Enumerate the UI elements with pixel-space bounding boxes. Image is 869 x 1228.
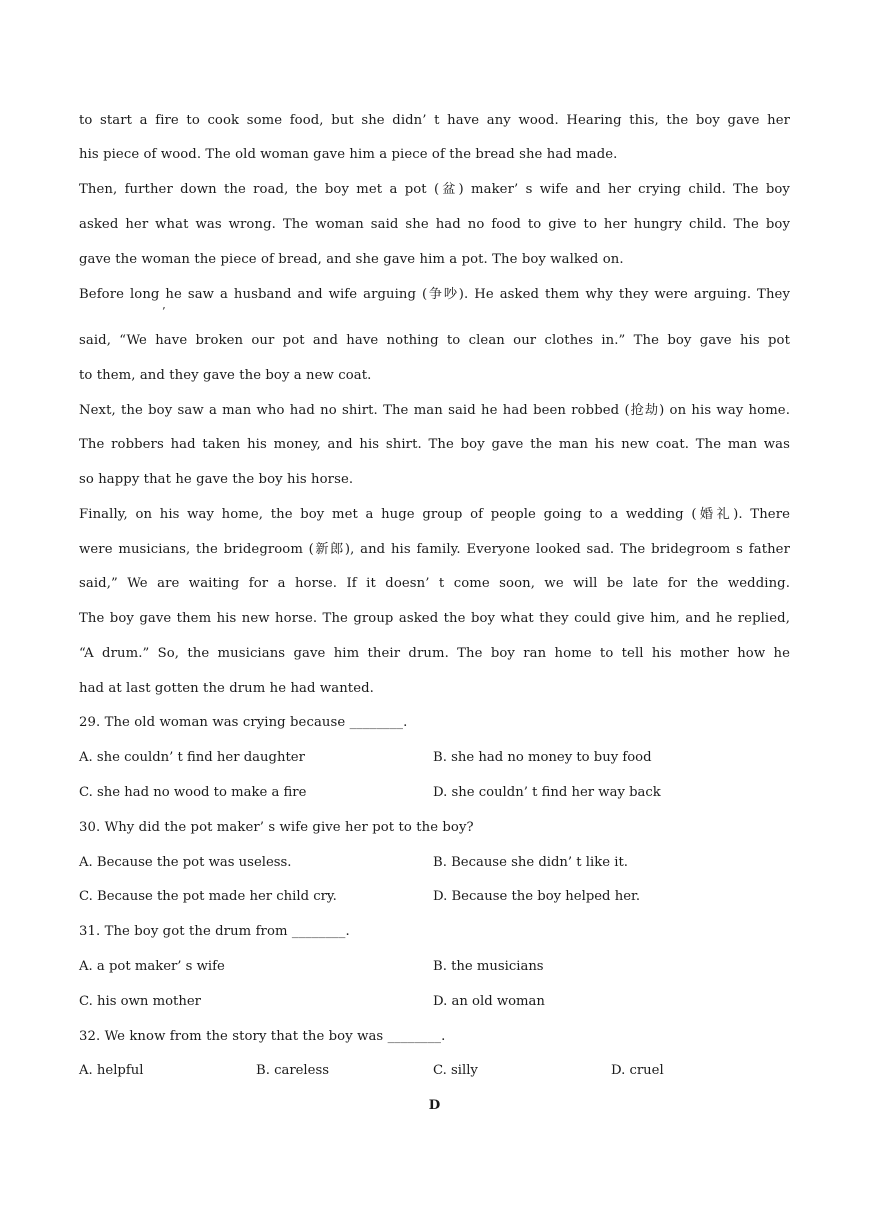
passage-line: said, “We have broken our pot and have nothing to clean our clothes in.” The boy gave his pot: [79, 333, 790, 348]
answer-option: C. she had no wood to make a fire: [79, 785, 307, 800]
question-stem: 30. Why did the pot maker’ s wife give her pot to the boy?: [79, 820, 474, 835]
answer-option: C. his own mother: [79, 994, 201, 1009]
passage-line: said,” We are waiting for a horse. If it doesn’ t come soon, we will be late for the wedding.: [79, 576, 790, 591]
answer-option: B. the musicians: [433, 959, 544, 974]
section-heading: D: [428, 1098, 441, 1113]
passage-line: Finally, on his way home, the boy met a huge group of people going to a wedding (婚礼). There: [79, 507, 790, 522]
question-stem: 32. We know from the story that the boy was ________.: [79, 1029, 446, 1044]
question-stem: 31. The boy got the drum from ________.: [79, 924, 350, 939]
answer-option: B. she had no money to buy food: [433, 750, 652, 765]
answer-option: B. Because she didn’ t like it.: [433, 855, 628, 870]
passage-line: had at last gotten the drum he had wanted.: [79, 681, 374, 696]
passage-line: to start a fire to cook some food, but she didn’ t have any wood. Hearing this, the boy gave her: [79, 113, 790, 128]
answer-option: D. she couldn’ t find her way back: [433, 785, 661, 800]
answer-option: A. a pot maker’ s wife: [79, 959, 225, 974]
answer-option: D. cruel: [611, 1063, 664, 1078]
passage-line: Then, further down the road, the boy met a pot (盆) maker’ s wife and her crying child. The boy: [79, 182, 790, 197]
passage-line: gave the woman the piece of bread, and she gave him a pot. The boy walked on.: [79, 252, 624, 267]
passage-line: “A drum.” So, the musicians gave him their drum. The boy ran home to tell his mother how he: [79, 646, 790, 661]
passage-line: The boy gave them his new horse. The group asked the boy what they could give him, and he replied,: [79, 611, 790, 626]
answer-option: A. helpful: [79, 1063, 144, 1078]
passage-line: Next, the boy saw a man who had no shirt. The man said he had been robbed (抢劫) on his way home.: [79, 403, 790, 418]
passage-line: asked her what was wrong. The woman said she had no food to give to her hungry child. The boy: [79, 217, 790, 232]
answer-option: C. Because the pot made her child cry.: [79, 889, 337, 904]
answer-option: D. Because the boy helped her.: [433, 889, 641, 904]
passage-line: were musicians, the bridegroom (新郎), and his family. Everyone looked sad. The bridegroom s father: [79, 542, 790, 557]
passage-line: to them, and they gave the boy a new coat.: [79, 368, 372, 383]
passage-line: The robbers had taken his money, and his shirt. The boy gave the man his new coat. The man was: [79, 437, 790, 452]
passage-line: so happy that he gave the boy his horse.: [79, 472, 354, 487]
passage-line: Before long he saw a husband and wife arguing (争吵). He asked them why they were arguing. They: [79, 287, 790, 302]
passage-line: his piece of wood. The old woman gave him a piece of the bread she had made.: [79, 147, 618, 162]
answer-option: C. silly: [433, 1063, 478, 1078]
answer-option: A. Because the pot was useless.: [79, 855, 292, 870]
answer-option: B. careless: [256, 1063, 329, 1078]
answer-option: D. an old woman: [433, 994, 545, 1009]
question-stem: 29. The old woman was crying because ________.: [79, 715, 408, 730]
stray-punctuation-mark: ’: [162, 305, 166, 318]
answer-option: A. she couldn’ t find her daughter: [79, 750, 305, 765]
